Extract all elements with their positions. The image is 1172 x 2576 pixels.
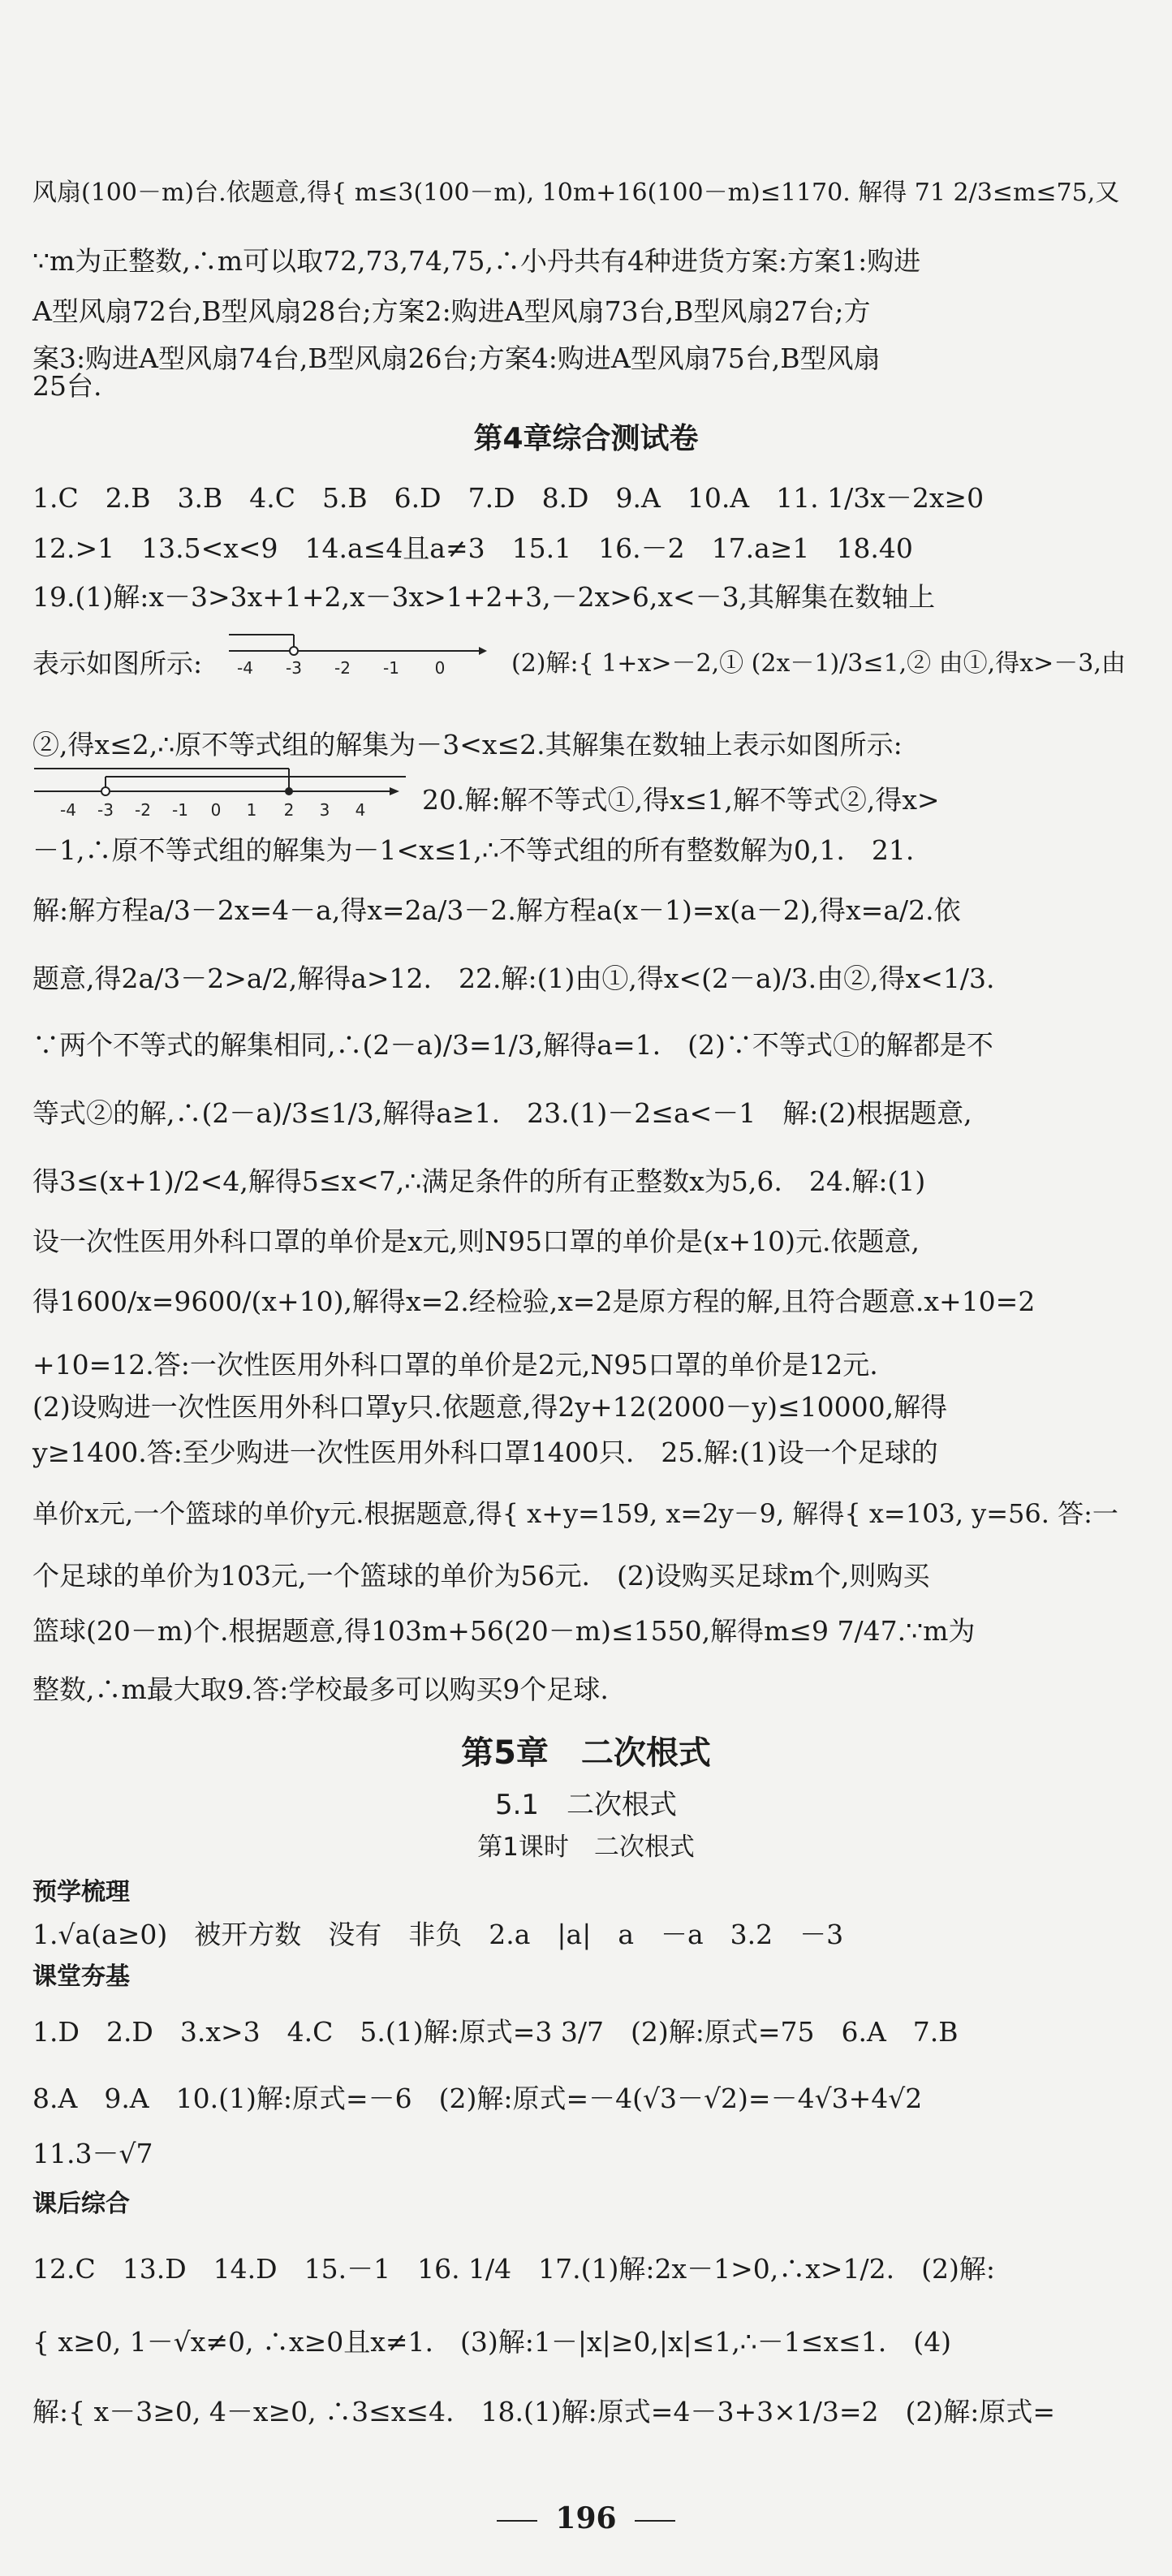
tick-label: -3: [286, 658, 302, 678]
tick-label: 4: [355, 800, 366, 820]
tick-label: -2: [135, 800, 151, 820]
section-label-after: 课后综合: [32, 2190, 130, 2218]
tick-label: 0: [434, 658, 446, 678]
answer-line: 整数,∴m最大取9.答:学校最多可以购买9个足球.: [32, 1674, 609, 1705]
tick-label: -2: [334, 658, 351, 678]
answer-line: 解:解方程a/3－2x=4－a,得x=2a/3－2.解方程a(x－1)=x(a－2),得x=a/2.依: [32, 894, 961, 926]
answer-line: 等式②的解,∴(2－a)/3≤1/3,解得a≥1. 23.(1)－2≤a<－1 解:(2)根据题意,: [32, 1097, 972, 1129]
section-label-preview: 预学梳理: [32, 1878, 130, 1906]
tick-label: -4: [237, 658, 253, 678]
number-line-2: [32, 759, 422, 824]
section-heading: 5.1 二次根式: [494, 1789, 678, 1821]
answer-line: ∵两个不等式的解集相同,∴(2－a)/3=1/3,解得a=1. (2)∵不等式①的解都是不: [32, 1029, 993, 1061]
tick-label: 0: [210, 800, 222, 820]
tick-label: 2: [283, 800, 295, 820]
answer-line: 设一次性医用外科口罩的单价是x元,则N95口罩的单价是(x+10)元.依题意,: [32, 1226, 920, 1257]
number-line-1: [227, 625, 495, 690]
tick-label: 3: [319, 800, 330, 820]
answer-line: 个足球的单价为103元,一个篮球的单价为56元. (2)设购买足球m个,则购买: [32, 1560, 930, 1592]
text-line: A型风扇72台,B型风扇28台;方案2:购进A型风扇73台,B型风扇27台;方: [32, 295, 871, 327]
answer-line: 表示如图所示:: [32, 648, 203, 679]
text-line: 25台.: [32, 370, 102, 402]
page-number: [0, 2501, 1172, 2535]
answer-line: －1,∴原不等式组的解集为－1<x≤1,∴不等式组的所有整数解为0,1. 21.: [32, 834, 915, 866]
answer-line: 得3≤(x+1)/2<4,解得5≤x<7,∴满足条件的所有正整数x为5,6. 24.解:(1): [32, 1165, 926, 1197]
answer-line: +10=12.答:一次性医用外科口罩的单价是2元,N95口罩的单价是12元.: [32, 1349, 878, 1381]
answer-line: y≥1400.答:至少购进一次性医用外科口罩1400只. 25.解:(1)设一个足球的: [32, 1437, 938, 1468]
tick-label: -3: [97, 800, 114, 820]
answer-line: 解:{ x－3≥0, 4－x≥0, ∴3≤x≤4. 18.(1)解:原式=4－3+3×1/3=2 (2)解:原式=: [32, 2396, 1056, 2427]
text-line: ∵m为正整数,∴m可以取72,73,74,75,∴小丹共有4种进货方案:方案1:购进: [32, 245, 921, 277]
answer-line: 12.C 13.D 14.D 15.－1 16. 1/4 17.(1)解:2x－1>0,∴x>1/2. (2)解:: [32, 2253, 995, 2285]
answer-line: ②,得x≤2,∴原不等式组的解集为－3<x≤2.其解集在数轴上表示如图所示:: [32, 729, 903, 760]
answer-line: 1.√a(a≥0) 被开方数 没有 非负 2.a |a| a －a 3.2 －3: [32, 1919, 844, 1950]
answer-line: 题意,得2a/3－2>a/2,解得a>12. 22.解:(1)由①,得x<(2－a)/3.由②,得x<1/3.: [32, 963, 995, 994]
page-number-dash-left: [497, 2520, 537, 2522]
tick-label: -1: [383, 658, 399, 678]
answer-line: 单价x元,一个篮球的单价y元.根据题意,得{ x+y=159, x=2y－9, 解得{ x=103, y=56. 答:一: [32, 1498, 1118, 1529]
tick-label: 1: [246, 800, 257, 820]
lesson-heading: 第1课时 二次根式: [477, 1833, 695, 1862]
test-heading: 第4章综合测试卷: [473, 422, 699, 455]
page-number-text: 196: [555, 2501, 617, 2535]
chapter-heading: 第5章 二次根式: [461, 1734, 711, 1772]
answer-line: 19.(1)解:x－3>3x+1+2,x－3x>1+2+3,－2x>6,x<－3,其解集在数轴上: [32, 581, 936, 613]
answer-line: 20.解:解不等式①,得x≤1,解不等式②,得x>: [422, 784, 940, 816]
page-number-dash-right: [635, 2520, 675, 2522]
answer-line: { x≥0, 1－√x≠0, ∴x≥0且x≠1. (3)解:1－|x|≥0,|x|≤1,∴－1≤x≤1. (4): [32, 2326, 951, 2358]
text-line: 风扇(100－m)台.依题意,得{ m≤3(100－m), 10m+16(100－m)≤1170. 解得 71 2/3≤m≤75,又: [32, 179, 1120, 207]
section-label-classroom: 课堂夯基: [32, 1962, 130, 1991]
tick-label: -1: [172, 800, 188, 820]
answer-line: 篮球(20－m)个.根据题意,得103m+56(20－m)≤1550,解得m≤9 7/47.∵m为: [32, 1615, 976, 1647]
tick-label: -4: [60, 800, 76, 820]
answer-line: 1.C 2.B 3.B 4.C 5.B 6.D 7.D 8.D 9.A 10.A 11. 1/3x－2x≥0: [32, 482, 985, 514]
answer-line: 12.>1 13.5<x<9 14.a≤4且a≠3 15.1 16.－2 17.a≥1 18.40: [32, 532, 913, 564]
answer-line: 1.D 2.D 3.x>3 4.C 5.(1)解:原式=3 3/7 (2)解:原式=75 6.A 7.B: [32, 2016, 959, 2048]
answer-line: (2)设购进一次性医用外科口罩y只.依题意,得2y+12(2000－y)≤10000,解得: [32, 1391, 948, 1423]
answer-line: (2)解:{ 1+x>－2,① (2x－1)/3≤1,② 由①,得x>－3,由: [511, 649, 1126, 678]
text-line: 案3:购进A型风扇74台,B型风扇26台;方案4:购进A型风扇75台,B型风扇: [32, 342, 881, 374]
answer-line: 11.3－√7: [32, 2138, 153, 2169]
answer-line: 得1600/x=9600/(x+10),解得x=2.经检验,x=2是原方程的解,且符合题意.x+10=2: [32, 1286, 1036, 1317]
answer-line: 8.A 9.A 10.(1)解:原式=－6 (2)解:原式=－4(√3－√2)=－4√3+4√2: [32, 2083, 923, 2114]
